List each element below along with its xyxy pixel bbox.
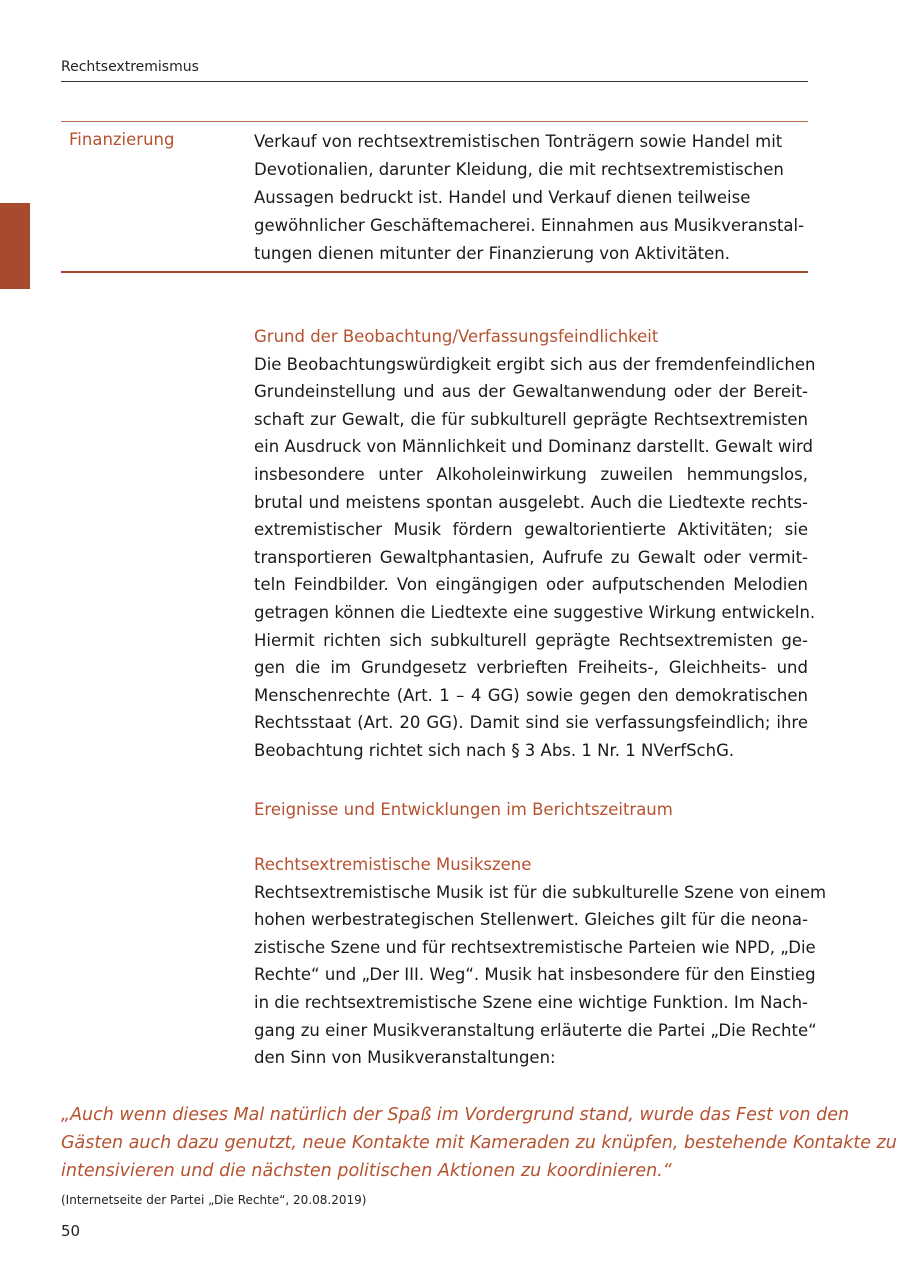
paragraph-line: transportieren Gewaltphantasien, Aufrufe zu Gewalt oder vermit- [254, 547, 808, 567]
paragraph-line: in die rechtsextremistische Szene eine wichtige Funktion. Im Nach- [254, 992, 808, 1012]
section-observation-reason [254, 323, 816, 765]
paragraph-line: Menschenrechte (Art. 1 – 4 GG) sowie gegen den demokratischen [254, 685, 808, 705]
table-line: tungen dienen mitunter der Finanzierung von Aktivitäten. [254, 244, 731, 263]
quote-line: Gästen auch dazu genutzt, neue Kontakte mit Kameraden zu knüpfen, bestehende Kontakte zu [61, 1133, 897, 1153]
table-line: Aussagen bedruckt ist. Handel und Verkauf dienen teilweise [254, 188, 751, 207]
quote-line: intensivieren und die nächsten politischen Aktionen zu koordinieren.“ [61, 1161, 672, 1181]
table-line: Verkauf von rechtsextremistischen Tonträgern sowie Handel mit [254, 132, 783, 151]
section-heading: Ereignisse und Entwicklungen im Berichtszeitraum [254, 800, 673, 819]
header-divider [61, 81, 808, 82]
paragraph-line: ein Ausdruck von Männlichkeit und Dominanz darstellt. Gewalt wird [254, 437, 813, 457]
table-label-financing: Finanzierung [69, 130, 175, 149]
running-head: Rechtsextremismus [61, 59, 199, 75]
paragraph-line: Rechte“ und „Der III. Weg“. Musik hat insbesondere für den Einstieg [254, 965, 816, 985]
table-top-rule [61, 121, 808, 122]
paragraph-line: getragen können die Liedtexte eine suggestive Wirkung entwickeln. [254, 602, 816, 622]
table-line: gewöhnlicher Geschäftemacherei. Einnahmen aus Musikveranstal- [254, 216, 805, 235]
section-heading: Rechtsextremistische Musikszene [254, 855, 532, 874]
section-music-scene [254, 851, 827, 1072]
paragraph-line: schaft zur Gewalt, die für subkulturell geprägte Rechtsextremisten [254, 409, 808, 429]
quote-line: „Auch wenn dieses Mal natürlich der Spaß im Vordergrund stand, wurde das Fest von den [61, 1105, 850, 1125]
paragraph-line: zistische Szene und für rechtsextremistische Parteien wie NPD, „Die [254, 937, 816, 957]
section-events [254, 796, 808, 824]
chapter-tab-marker [0, 203, 30, 289]
paragraph-line: Rechtsstaat (Art. 20 GG). Damit sind sie verfassungsfeindlich; ihre [254, 713, 808, 733]
paragraph-line: gang zu einer Musikveranstaltung erläuterte die Partei „Die Rechte“ [254, 1020, 817, 1040]
paragraph-line: extremistischer Musik fördern gewaltorientierte Aktivitäten; sie [254, 520, 808, 540]
table-line: Devotionalien, darunter Kleidung, die mit rechtsextremistischen [254, 160, 784, 179]
paragraph-line: gen die im Grundgesetz verbrieften Freiheits-, Gleichheits- und [254, 658, 808, 678]
block-quote [61, 1101, 897, 1185]
paragraph-line: Hiermit richten sich subkulturell geprägte Rechtsextremisten ge- [254, 630, 808, 650]
paragraph-line: Rechtsextremistische Musik ist für die subkulturelle Szene von einem [254, 882, 827, 902]
paragraph-line: insbesondere unter Alkoholeinwirkung zuweilen hemmungslos, [254, 464, 808, 484]
paragraph-line: hohen werbestrategischen Stellenwert. Gleiches gilt für die neona- [254, 910, 808, 930]
paragraph-line: Die Beobachtungswürdigkeit ergibt sich aus der fremdenfeindlichen [254, 354, 816, 374]
quote-source: (Internetseite der Partei „Die Rechte“, 20.08.2019) [61, 1193, 367, 1207]
paragraph-line: Grundeinstellung und aus der Gewaltanwendung oder der Bereit- [254, 382, 808, 402]
paragraph-line: teln Feindbilder. Von eingängigen oder aufputschenden Melodien [254, 575, 808, 595]
page-number: 50 [61, 1222, 81, 1240]
paragraph-line: brutal und meistens spontan ausgelebt. Auch die Liedtexte rechts- [254, 492, 808, 512]
paragraph-line: den Sinn von Musikveranstaltungen: [254, 1048, 556, 1068]
table-bottom-rule [61, 271, 808, 273]
section-heading: Grund der Beobachtung/Verfassungsfeindlichkeit [254, 327, 659, 346]
table-text-financing [254, 128, 814, 268]
paragraph-line: Beobachtung richtet sich nach § 3 Abs. 1 Nr. 1 NVerfSchG. [254, 740, 735, 760]
